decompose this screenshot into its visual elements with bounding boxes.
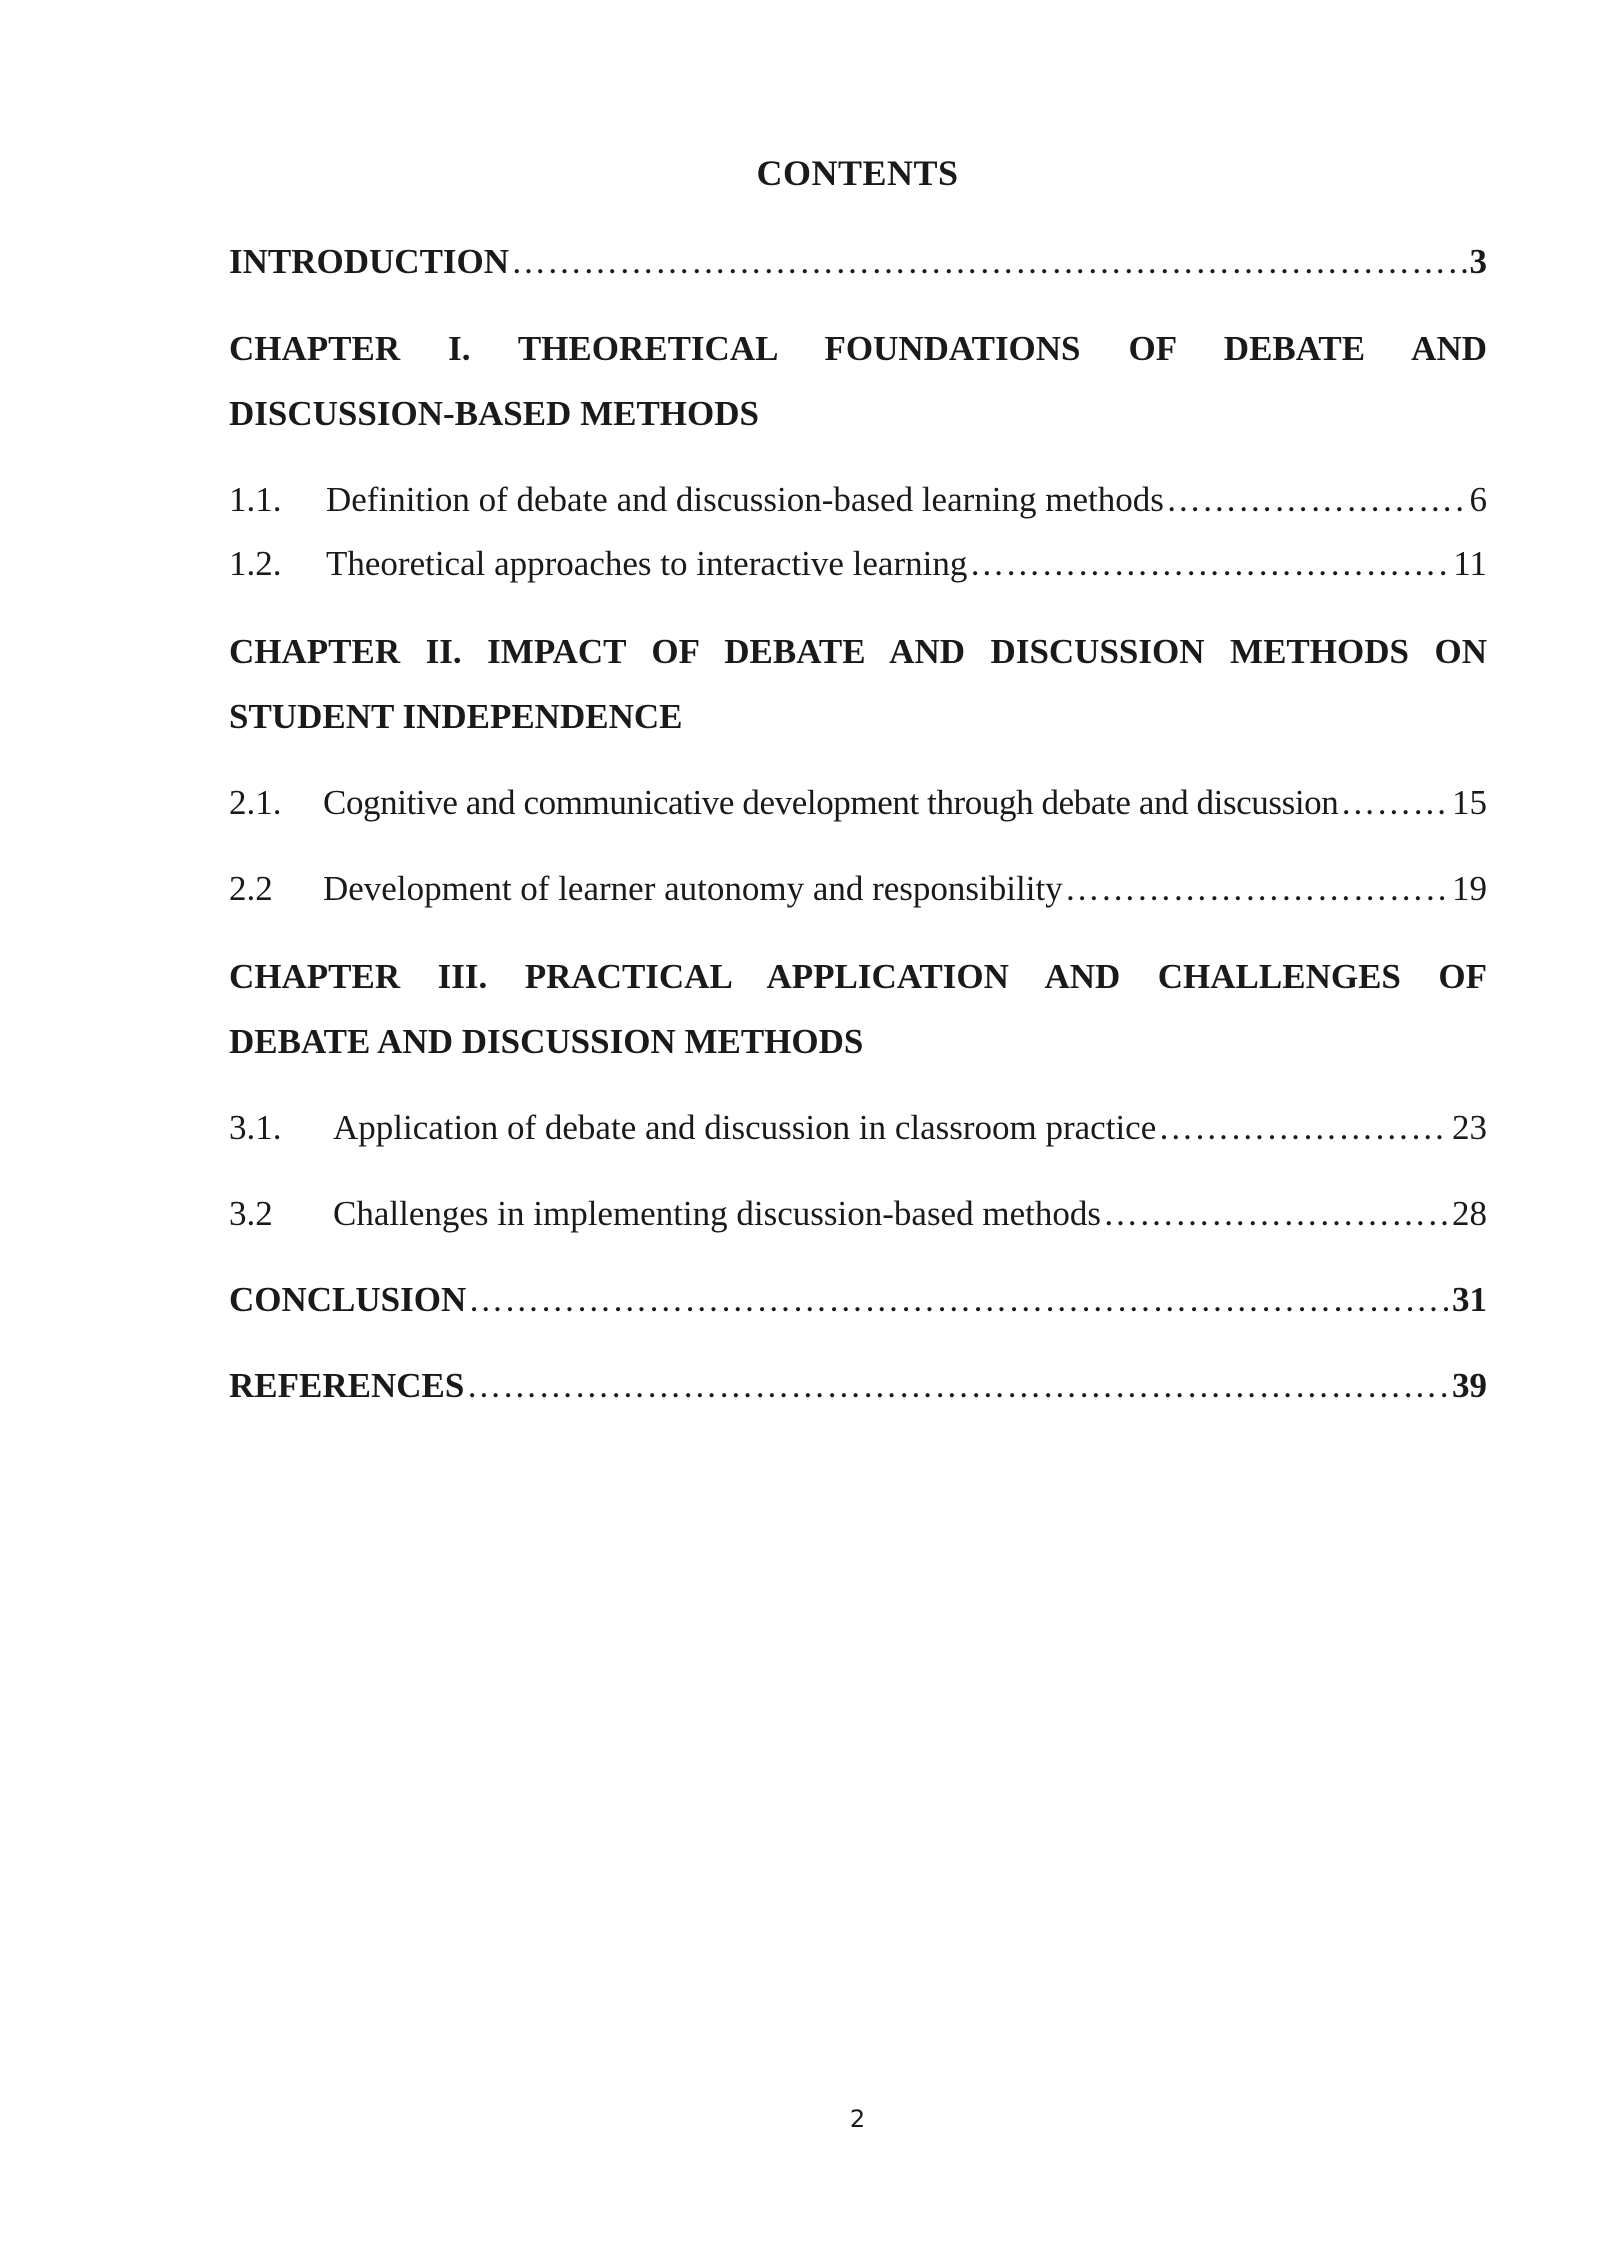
toc-entry-label: Challenges in implementing discussion-based methods bbox=[333, 1194, 1101, 1233]
page-number-footer: 2 bbox=[849, 2105, 866, 2133]
chapter-heading-line: CHAPTER III. PRACTICAL APPLICATION AND CHALLENGES OF bbox=[229, 957, 1487, 996]
section-number: 3.2 bbox=[229, 1194, 273, 1233]
toc-page-number: 3 bbox=[1469, 242, 1487, 281]
toc-chapter-2[interactable] bbox=[229, 619, 1487, 749]
leader-dots bbox=[1166, 480, 1468, 520]
leader-dots bbox=[969, 544, 1451, 584]
toc-page-number: 31 bbox=[1452, 1280, 1487, 1319]
toc-entry-1-2[interactable] bbox=[229, 544, 1487, 584]
toc-entry-label: Cognitive and communicative development through debate and discussion bbox=[323, 783, 1339, 822]
toc-entry-3-1[interactable] bbox=[229, 1108, 1487, 1148]
chapter-heading-line: STUDENT INDEPENDENCE bbox=[229, 697, 683, 736]
toc-entry-1-1[interactable] bbox=[229, 480, 1487, 520]
leader-dots bbox=[1065, 869, 1450, 909]
toc-chapter-1[interactable] bbox=[229, 316, 1487, 446]
toc-entry-label: Definition of debate and discussion-based learning methods bbox=[326, 480, 1164, 519]
toc-page-number: 28 bbox=[1452, 1194, 1487, 1233]
toc-page-number: 19 bbox=[1452, 869, 1487, 908]
leader-dots bbox=[466, 1366, 1450, 1406]
leader-dots bbox=[1103, 1194, 1450, 1234]
chapter-heading-line: CHAPTER I. THEORETICAL FOUNDATIONS OF DEBATE AND bbox=[229, 329, 1487, 368]
chapter-heading-line: DEBATE AND DISCUSSION METHODS bbox=[229, 1022, 864, 1061]
toc-entry-label: REFERENCES bbox=[229, 1366, 465, 1405]
toc-entry-label: Development of learner autonomy and responsibility bbox=[323, 869, 1063, 908]
toc-page-number: 11 bbox=[1453, 544, 1487, 583]
section-number: 3.1. bbox=[229, 1108, 282, 1147]
chapter-heading-line: CHAPTER II. IMPACT OF DEBATE AND DISCUSSION METHODS ON bbox=[229, 632, 1487, 671]
section-number: 2.1. bbox=[229, 783, 282, 822]
toc-entry-conclusion[interactable] bbox=[229, 1280, 1487, 1320]
contents-title: CONTENTS bbox=[756, 153, 959, 193]
toc-entry-label: Application of debate and discussion in classroom practice bbox=[333, 1108, 1157, 1147]
toc-page-number: 15 bbox=[1452, 783, 1487, 822]
toc-page-number: 23 bbox=[1452, 1108, 1487, 1147]
toc-entry-references[interactable] bbox=[229, 1366, 1487, 1406]
toc-entry-label: INTRODUCTION bbox=[229, 242, 510, 281]
toc-entry-3-2[interactable] bbox=[229, 1194, 1487, 1234]
toc-entry-label: Theoretical approaches to interactive learning bbox=[326, 544, 968, 583]
section-number: 2.2 bbox=[229, 869, 273, 908]
leader-dots bbox=[511, 242, 1467, 282]
toc-entry-2-2[interactable] bbox=[229, 869, 1487, 909]
leader-dots bbox=[468, 1280, 1450, 1320]
leader-dots bbox=[1340, 783, 1450, 823]
section-number: 1.2. bbox=[229, 544, 282, 583]
leader-dots bbox=[1158, 1108, 1450, 1148]
chapter-heading-line: DISCUSSION-BASED METHODS bbox=[229, 394, 759, 433]
toc-page-number: 6 bbox=[1469, 480, 1487, 519]
toc-entry-2-1[interactable] bbox=[229, 783, 1487, 823]
toc-entry-label: CONCLUSION bbox=[229, 1280, 467, 1319]
toc-entry-introduction[interactable] bbox=[229, 242, 1487, 282]
toc-chapter-3[interactable] bbox=[229, 944, 1487, 1074]
toc-page-number: 39 bbox=[1452, 1366, 1487, 1405]
section-number: 1.1. bbox=[229, 480, 282, 519]
